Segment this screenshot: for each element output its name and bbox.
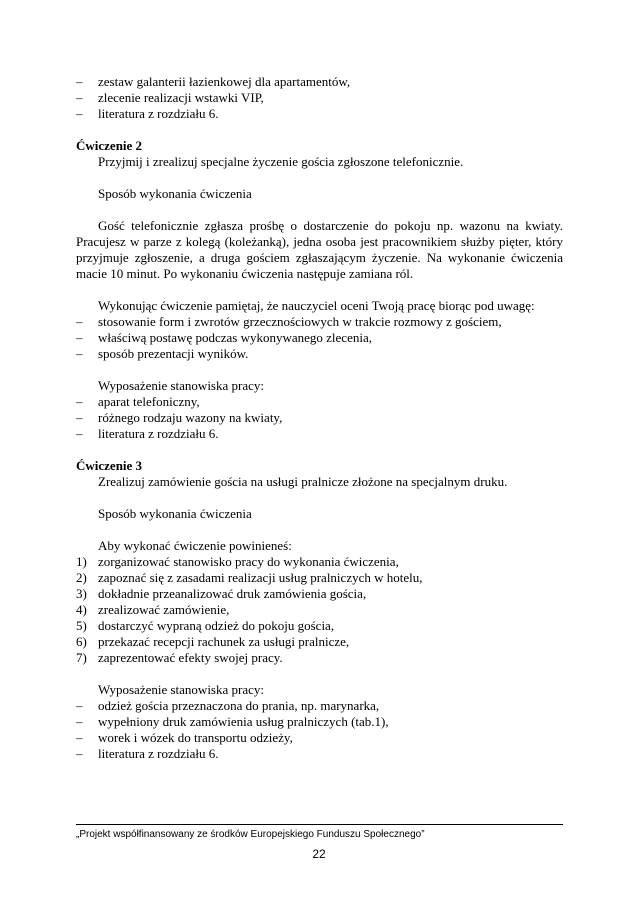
list-item: – odzież gościa przeznaczona do prania, np. marynarka, [76,698,380,713]
dash-marker: – [76,698,83,713]
step-number: 4) [76,602,87,617]
intro-list [76,74,563,122]
dash-marker: – [76,394,83,409]
list-item: 3) dokładnie przeanalizować druk zamówienia gościa, [76,586,367,601]
dash-marker: – [76,90,83,105]
step-number: 7) [76,650,87,665]
exercise-3-equipment-title: Wyposażenie stanowiska pracy: [98,682,264,697]
list-item: – literatura z rozdziału 6. [76,426,219,441]
list-item: – literatura z rozdziału 6. [76,106,219,121]
dash-marker: – [76,714,83,729]
list-item: – stosowanie form i zwrotów grzecznościowych w trakcie rozmowy z gościem, [76,314,502,329]
exercise-3-method-title: Sposób wykonania ćwiczenia [98,506,252,521]
list-item: – zestaw galanterii łazienkowej dla apartamentów, [76,74,351,89]
dash-marker: – [76,410,83,425]
list-item: 2) zapoznać się z zasadami realizacji usług pralniczych w hotelu, [76,570,423,585]
exercise-2-heading: Ćwiczenie 2 [76,138,143,153]
step-number: 3) [76,586,87,601]
exercise-2-method-text: Gość telefonicznie zgłasza prośbę o dostarczenie do pokoju np. wazonu na kwiaty. Pracujesz w parze z kolegą (koleżanką), jedna osoba jest pracownikiem służby pięter, który przyjmuje zgłoszenie, a druga gościem zgłaszającym życzenie. Na wykonanie ćwiczenia macie 10 minut. Po wykonaniu ćwiczenia następuje zamiana ról. [76,218,563,281]
list-item: – różnego rodzaju wazony na kwiaty, [76,410,283,425]
exercise-2-equipment-title: Wyposażenie stanowiska pracy: [98,378,264,393]
list-item: – worek i wózek do transportu odzieży, [76,730,293,745]
footer-note: „Projekt współfinansowany ze środków Europejskiego Funduszu Społecznego” [76,824,563,841]
page-content [76,74,563,762]
list-item: 4) zrealizować zamówienie, [76,602,230,617]
dash-marker: – [76,346,83,361]
step-number: 1) [76,554,87,569]
exercise-3-equipment-list [76,698,563,762]
dash-marker: – [76,74,83,89]
list-item: 7) zaprezentować efekty swojej pracy. [76,650,283,665]
list-item: – właściwą postawę podczas wykonywanego zlecenia, [76,330,372,345]
exercise-3-steps-list [76,554,563,666]
list-item: – literatura z rozdziału 6. [76,746,219,761]
exercise-2-method-title: Sposób wykonania ćwiczenia [98,186,252,201]
step-number: 5) [76,618,87,633]
dash-marker: – [76,314,83,329]
list-item: 1) zorganizować stanowisko pracy do wykonania ćwiczenia, [76,554,399,569]
step-number: 2) [76,570,87,585]
exercise-2-assessment-intro: Wykonując ćwiczenie pamiętaj, że nauczyciel oceni Twoją pracę biorąc pod uwagę: [98,298,535,313]
dash-marker: – [76,746,83,761]
list-item: – wypełniony druk zamówienia usług pralniczych (tab.1), [76,714,389,729]
list-item: – zlecenie realizacji wstawki VIP, [76,90,264,105]
step-number: 6) [76,634,87,649]
exercise-2-assessment-list [76,314,563,362]
exercise-3-task: Zrealizuj zamówienie gościa na usługi pralnicze złożone na specjalnym druku. [98,474,508,489]
exercise-2-task: Przyjmij i zrealizuj specjalne życzenie gościa zgłoszone telefonicznie. [98,154,464,169]
page-number: 22 [312,847,326,861]
list-item: – sposób prezentacji wyników. [76,346,249,361]
list-item: 6) przekazać recepcji rachunek za usługi pralnicze, [76,634,350,649]
exercise-2-equipment-list [76,394,563,442]
list-item: – aparat telefoniczny, [76,394,200,409]
dash-marker: – [76,106,83,121]
dash-marker: – [76,426,83,441]
list-item: 5) dostarczyć wypraną odzież do pokoju gościa, [76,618,335,633]
dash-marker: – [76,330,83,345]
dash-marker: – [76,730,83,745]
exercise-3-heading: Ćwiczenie 3 [76,458,143,473]
exercise-3-steps-intro: Aby wykonać ćwiczenie powinieneś: [98,538,292,553]
